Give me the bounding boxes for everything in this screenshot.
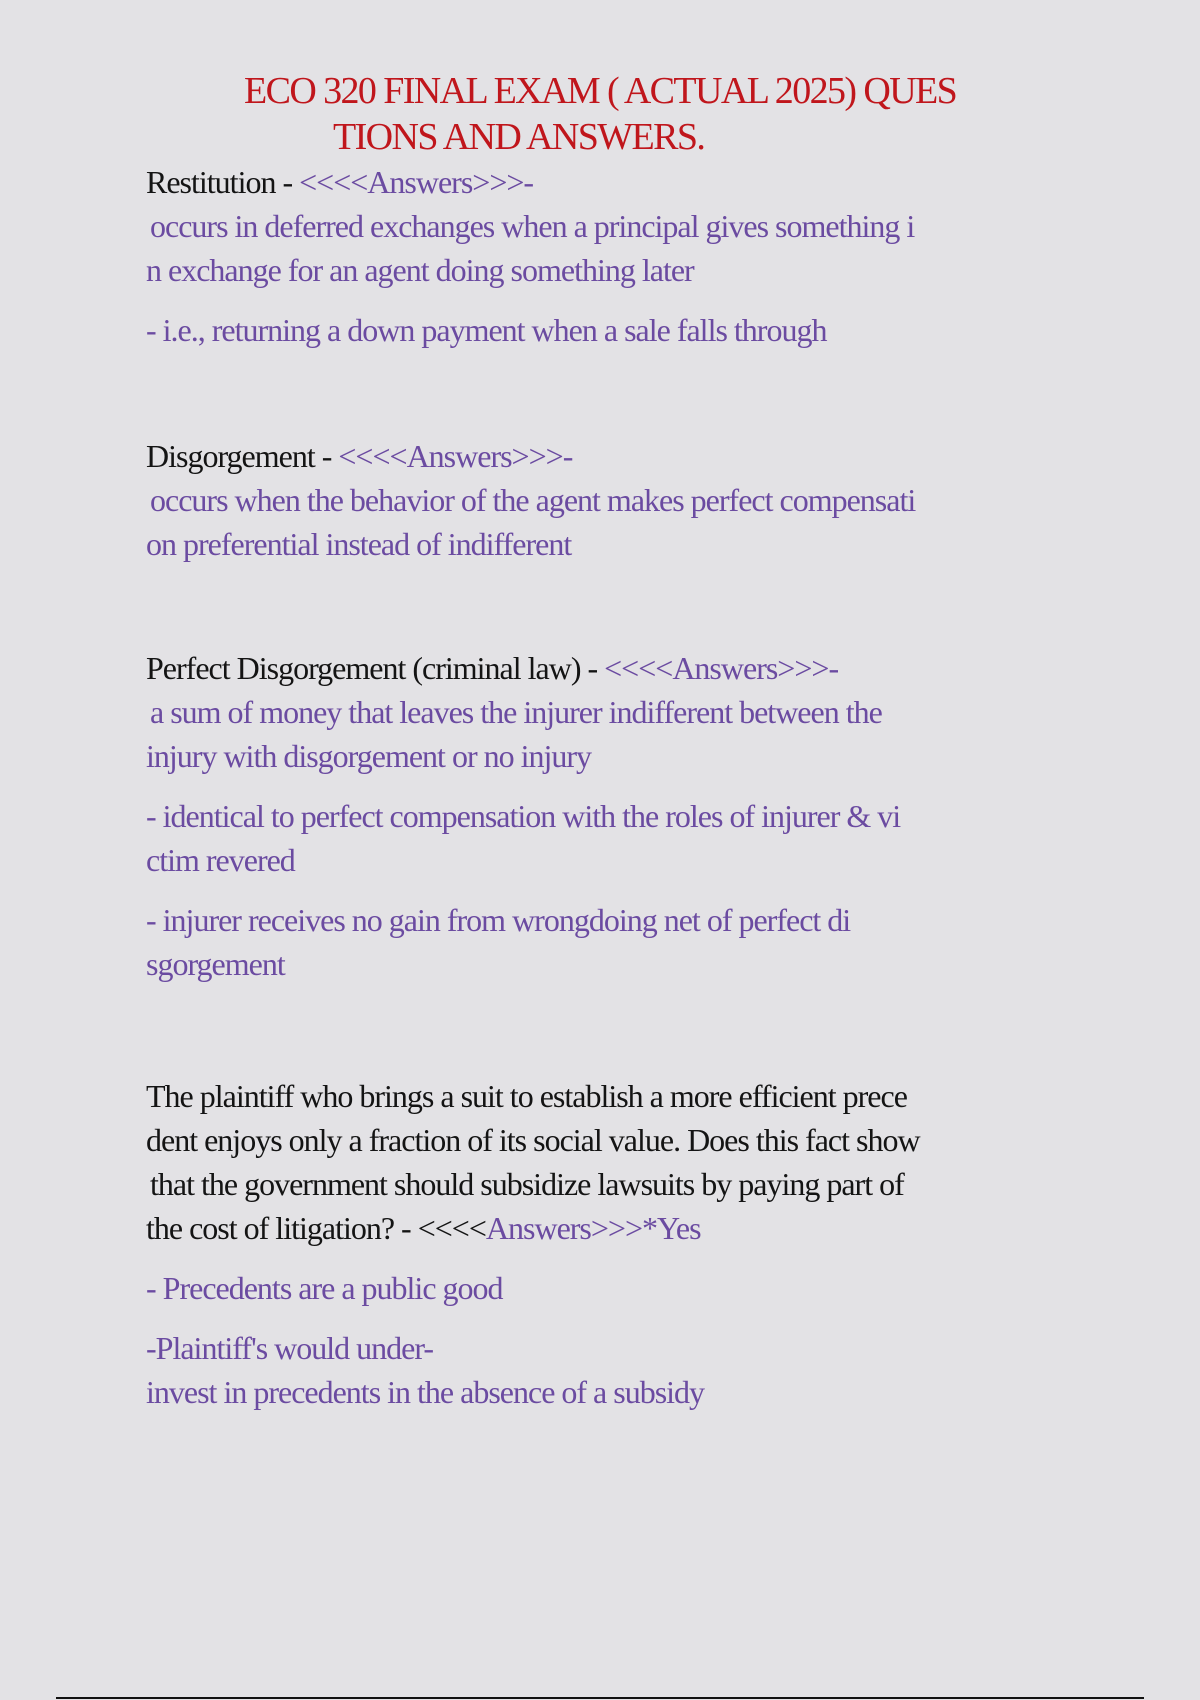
answer-bullet: - i.e., returning a down payment when a sale falls through [146, 312, 827, 348]
answer-bullet: -Plaintiff's would under- [146, 1330, 434, 1366]
answer-bullet: - Precedents are a public good [146, 1270, 503, 1306]
answer-marker: Answers>>>*Yes [485, 1210, 701, 1246]
bottom-divider [56, 1697, 1144, 1699]
question-line: that the government should subsidize lawsuits by paying part of [150, 1166, 904, 1202]
answer-bullet-continuation: ctim revered [146, 842, 295, 878]
title-line-2: TIONS AND ANSWERS. [333, 116, 705, 158]
answer-line: injury with disgorgement or no injury [146, 738, 592, 774]
title-line-1: ECO 320 FINAL EXAM ( ACTUAL 2025) QUES [244, 70, 957, 112]
answer-marker: <<<<Answers>>>- [604, 650, 839, 686]
answer-bullet: - identical to perfect compensation with the roles of injurer & vi [146, 798, 901, 834]
answer-line: occurs in deferred exchanges when a principal gives something i [150, 208, 915, 244]
answer-line: occurs when the behavior of the agent makes perfect compensati [150, 482, 916, 518]
answer-line: a sum of money that leaves the injurer indifferent between the [150, 694, 882, 730]
answer-line: n exchange for an agent doing something later [146, 252, 694, 288]
answer-bullet-continuation: sgorgement [146, 946, 285, 982]
answer-marker: <<<<Answers>>>- [338, 438, 573, 474]
qa-item-perfect-disgorgement [146, 646, 1066, 986]
question-line: dent enjoys only a fraction of its social value. Does this fact show [146, 1122, 920, 1158]
answer-marker: <<<<Answers>>>- [299, 164, 534, 200]
answer-line: on preferential instead of indifferent [146, 526, 572, 562]
qa-item-plaintiff-precedent [146, 1074, 1066, 1414]
question-line: The plaintiff who brings a suit to establish a more efficient prece [146, 1078, 907, 1114]
answer-bullet: - injurer receives no gain from wrongdoing net of perfect di [146, 902, 851, 938]
question-text: Restitution - [146, 164, 300, 200]
qa-item-disgorgement [146, 434, 1066, 566]
question-text: Perfect Disgorgement (criminal law) - [146, 650, 605, 686]
answer-bullet-continuation: invest in precedents in the absence of a subsidy [146, 1374, 705, 1410]
question-line: the cost of litigation? - <<<< [146, 1210, 486, 1246]
question-text: Disgorgement - [146, 438, 339, 474]
qa-item-restitution [146, 160, 1066, 352]
document-title [0, 68, 1200, 160]
